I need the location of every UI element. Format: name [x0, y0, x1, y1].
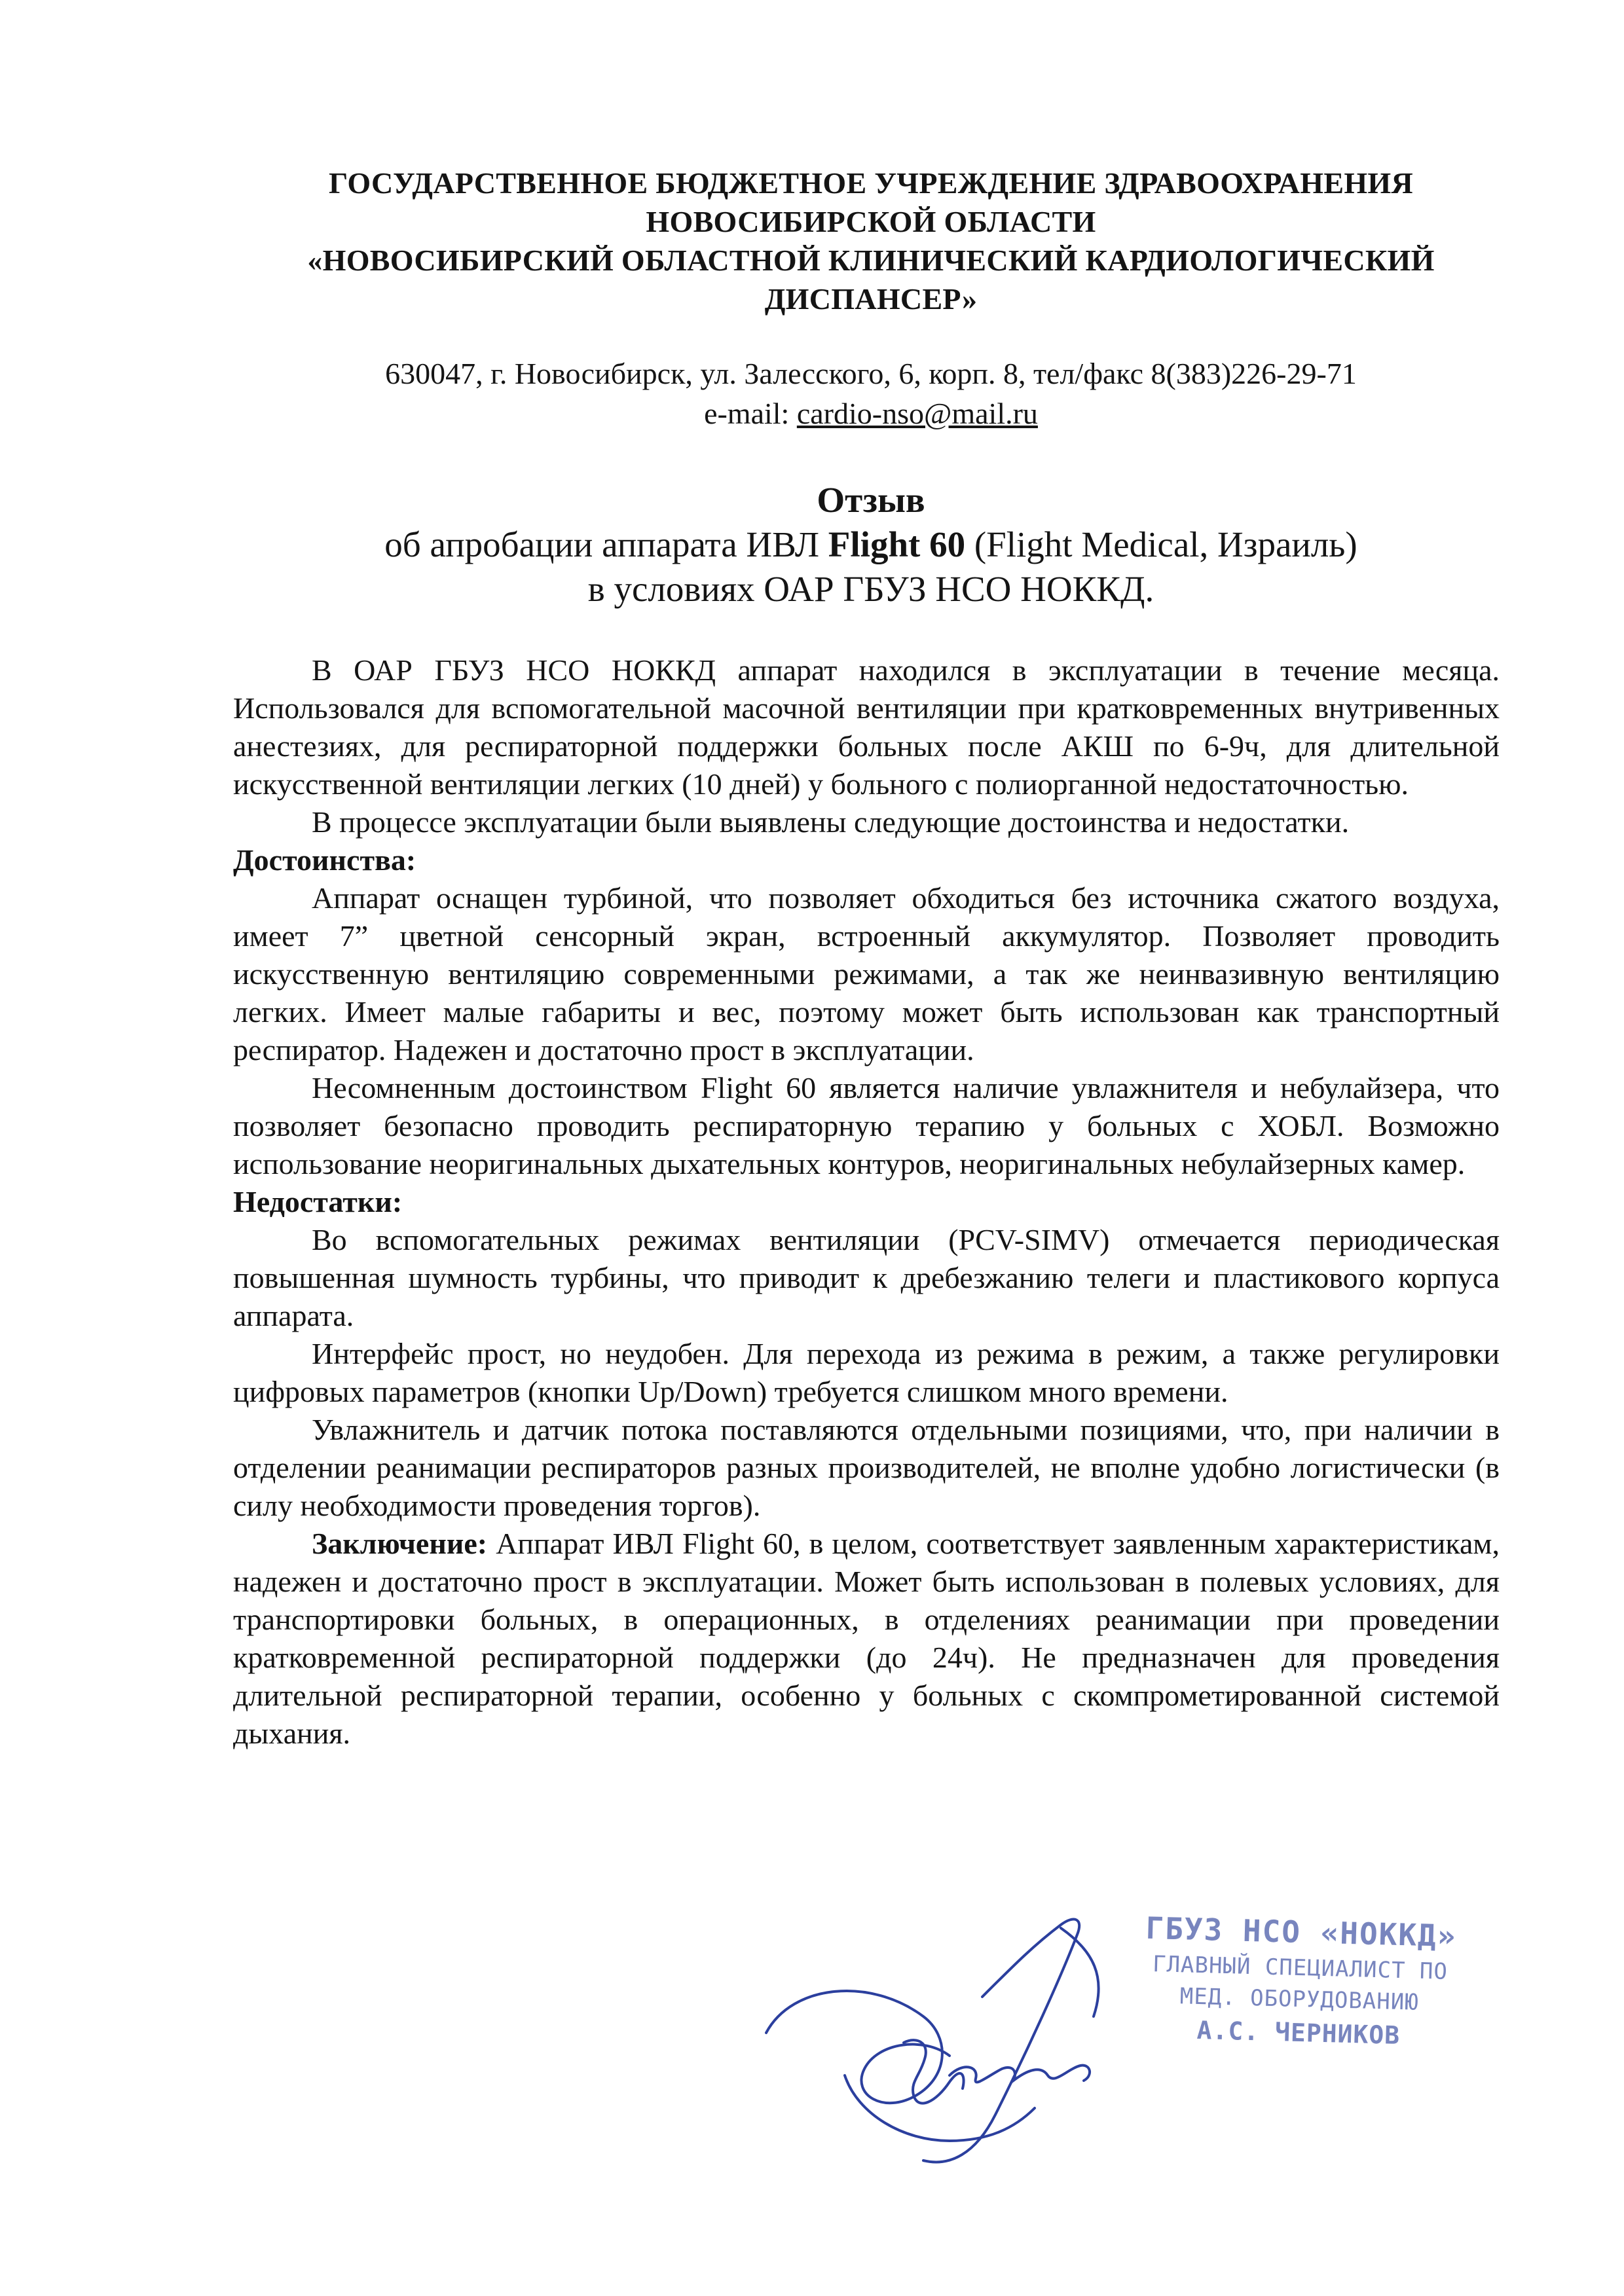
email-link[interactable]: cardio-nso@mail.ru — [796, 397, 1038, 430]
document-subtitle-2: в условиях ОАР ГБУЗ НСО НОККД. — [587, 569, 1154, 609]
stamp-line-4: А.С. ЧЕРНИКОВ — [1196, 2015, 1401, 2050]
email-label: e-mail: — [704, 397, 797, 430]
device-name: Flight 60 — [828, 524, 966, 564]
paragraph-advantages-1: Аппарат оснащен турбиной, что позволяет обходиться без источника сжатого воздуха, имеет 7” цветной сенсорный экран, встроенный аккумулятор. Позволяет проводить искусственную вентиляцию современными режимами, а так же неинвазивную вентиляцию легких. Имеет малые габариты и вес, поэтому может быть использован как транспортный респиратор. Надежен и достаточно прост в эксплуатации. — [233, 881, 1500, 1066]
stamp-line-1: ГБУЗ НСО «НОККД» — [1145, 1910, 1458, 1954]
header-line-3: «НОВОСИБИРСКИЙ ОБЛАСТНОЙ КЛИНИЧЕСКИЙ КАРДИОЛОГИЧЕСКИЙ — [307, 244, 1435, 277]
institution-stamp — [1115, 1907, 1485, 2056]
postal-address: 630047, г. Новосибирск, ул. Залесского, 6, корп. 8, тел/факс 8(383)226-29-71 — [385, 357, 1357, 390]
institution-header — [236, 164, 1506, 318]
paragraph-intro-findings: В процессе эксплуатации были выявлены следующие достоинства и недостатки. — [312, 805, 1350, 839]
conclusion-text: Аппарат ИВЛ Flight 60, в целом, соответствует заявленным характеристикам, надежен и достаточно прост в эксплуатации. Может быть использован в полевых условиях, для транспортировки больных, в операционных, в отделениях реанимации при проведении кратковременной респираторной поддержки (до 24ч). Не предназначен для проведения длительной респираторной терапии, особенно у больных с скомпрометированной системой дыхания. — [233, 1527, 1500, 1750]
paragraph-conclusion — [233, 1525, 1500, 1753]
handwritten-signature — [753, 1879, 1159, 2180]
document-title-block — [236, 478, 1506, 611]
stamp-line-3: МЕД. ОБОРУДОВАНИЮ — [1179, 1983, 1420, 2016]
paragraph-disadvantages-3: Увлажнитель и датчик потока поставляются отдельными позициями, что, при наличии в отделении реанимации респираторов разных производителей, не вполне удобно логистически (в силу необходимости проведения торгов). — [233, 1413, 1500, 1522]
header-line-2: НОВОСИБИРСКОЙ ОБЛАСТИ — [646, 205, 1096, 238]
address-block — [236, 354, 1506, 433]
advantages-heading: Достоинства: — [233, 843, 416, 877]
paragraph-advantages-2: Несомненным достоинством Flight 60 является наличие увлажнителя и небулайзера, что позволяет безопасно проводить респираторную терапию у больных с ХОБЛ. Возможно использование неоригинальных дыхательных контуров, неоригинальных небулайзерных камер. — [233, 1071, 1500, 1180]
paragraph-usage: В ОАР ГБУЗ НСО НОККД аппарат находился в эксплуатации в течение месяца. Использовался для вспомогательной масочной вентиляции при кратковременных внутривенных анестезиях, для респираторной поддержки больных после АКШ по 6-9ч, для длительной искусственной вентиляции легких (10 дней) у больного с полиорганной недостаточностью. — [233, 653, 1500, 801]
document-subtitle-1 — [236, 522, 1506, 567]
subtitle-post: (Flight Medical, Израиль) — [965, 524, 1357, 564]
paragraph-disadvantages-1: Во вспомогательных режимах вентиляции (PCV-SIMV) отмечается периодическая повышенная шумность турбины, что приводит к дребезжанию телеги и пластикового корпуса аппарата. — [233, 1223, 1500, 1332]
document-title: Отзыв — [817, 480, 925, 520]
paragraph-disadvantages-2: Интерфейс прост, но неудобен. Для перехода из режима в режим, а также регулировки цифровых параметров (кнопки Up/Down) требуется слишком много времени. — [233, 1337, 1500, 1408]
disadvantages-heading: Недостатки: — [233, 1185, 403, 1218]
header-line-4: ДИСПАНСЕР» — [764, 282, 978, 316]
conclusion-label: Заключение: — [312, 1527, 488, 1560]
document-body — [233, 651, 1500, 1753]
header-line-1: ГОСУДАРСТВЕННОЕ БЮДЖЕТНОЕ УЧРЕЖДЕНИЕ ЗДРАВООХРАНЕНИЯ — [328, 166, 1414, 200]
subtitle-pre: об апробации аппарата ИВЛ — [384, 524, 828, 564]
stamp-line-2: ГЛАВНЫЙ СПЕЦИАЛИСТ ПО — [1152, 1951, 1449, 1985]
email-line — [236, 393, 1506, 433]
